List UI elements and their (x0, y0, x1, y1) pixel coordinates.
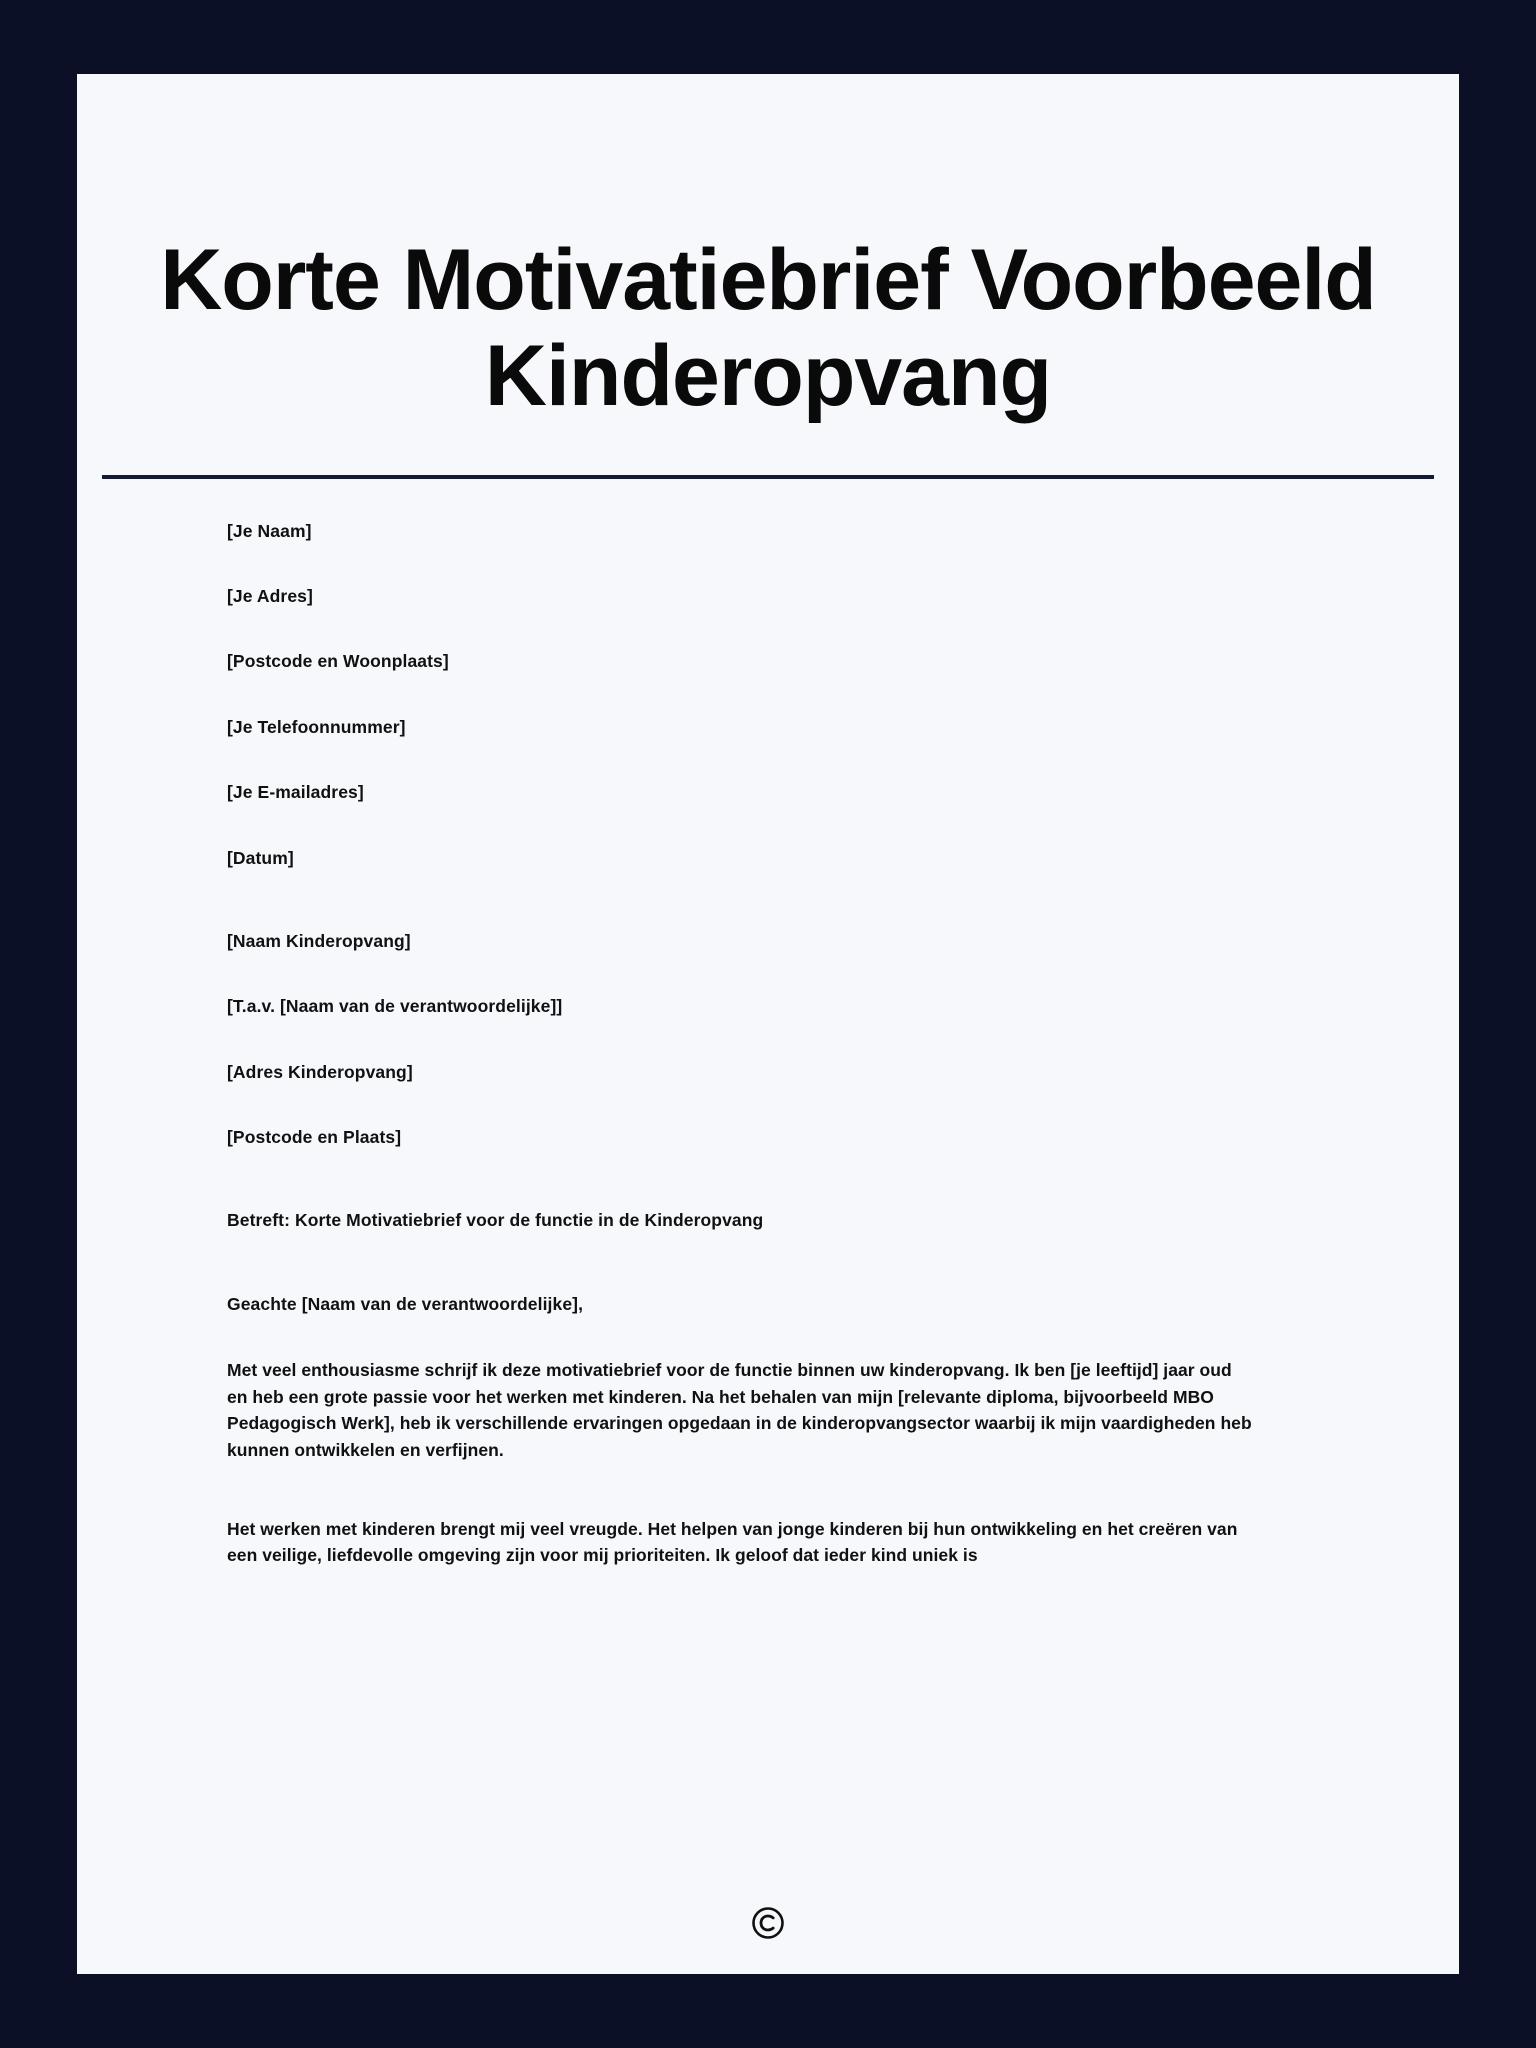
salutation-line: Geachte [Naam van de verantwoordelijke], (227, 1293, 584, 1314)
recipient-line-postcode: [Postcode en Plaats] (227, 1127, 402, 1147)
recipient-line-address: [Adres Kinderopvang] (227, 1061, 413, 1082)
sender-line-postcode: [Postcode en Woonplaats] (227, 651, 449, 672)
letter-body (77, 479, 1459, 1569)
document-page (77, 74, 1459, 1974)
page-title: Korte Motivatiebrief Voorbeeld Kinderopvang (160, 232, 1376, 425)
footer (77, 1906, 1459, 1940)
sender-line-date: [Datum] (227, 847, 294, 868)
body-paragraph-2: Het werken met kinderen brengt mij veel vreugde. Het helpen van jonge kinderen bij hun ontwikkeling en het creëren van een veilige, liefdevolle omgeving zijn voor mij prioriteiten. Ik geloof dat ieder kind uniek is (227, 1518, 1238, 1566)
sender-line-email: [Je E-mailadres] (227, 782, 364, 803)
sender-line-address: [Je Adres] (227, 586, 313, 606)
copyright-icon (751, 1906, 785, 1940)
recipient-line-name: [Naam Kinderopvang] (227, 930, 411, 951)
subject-line: Betreft: Korte Motivatiebrief voor de functie in de Kinderopvang (227, 1210, 764, 1231)
sender-line-phone: [Je Telefoonnummer] (227, 716, 406, 737)
recipient-line-attention: [T.a.v. [Naam van de verantwoordelijke]] (227, 996, 563, 1017)
body-paragraph-1: Met veel enthousiasme schrijf ik deze motivatiebrief voor de functie binnen uw kinderopvang. Ik ben [je leeftijd] jaar oud en heb een grote passie voor het werken met kinderen. Na het behalen van mijn [relevante diploma, bijvoorbeeld MBO Pedagogisch Werk], heb ik verschillende ervaringen opgedaan in de kinderopvangsector waarbij ik mijn vaardigheden heb kunnen ontwikkelen en verfijnen. (227, 1360, 1252, 1460)
sender-line-name: [Je Naam] (227, 520, 312, 541)
